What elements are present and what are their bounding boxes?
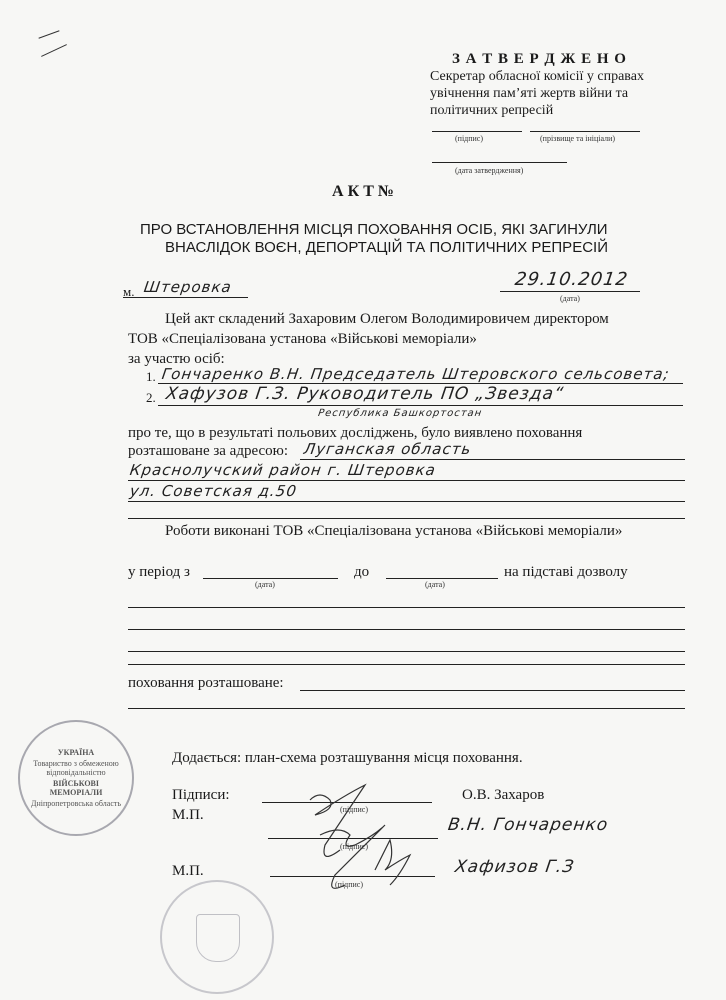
signer-name: О.В. Захаров — [462, 787, 545, 803]
place-value: Штеровка — [142, 278, 234, 296]
period-from-label: у період з — [128, 564, 190, 580]
signature-zakharov — [310, 785, 365, 856]
stamp-text: ВІЙСЬКОВІ МЕМОРІАЛИ — [49, 779, 103, 797]
place-prefix: м. — [123, 284, 135, 299]
caption: (підпис) — [335, 880, 364, 889]
address-underline — [128, 518, 685, 519]
subtitle: ПРО ВСТАНОВЛЕННЯ МІСЦЯ ПОХОВАННЯ ОСІБ, ЯКІ ЗАГИНУЛИ — [140, 221, 608, 238]
name-line — [530, 131, 640, 132]
blank-line — [128, 664, 685, 665]
caption: (дата затвердження) — [455, 166, 524, 175]
margin-mark — [38, 30, 59, 38]
date-line — [432, 162, 567, 163]
mp-label: М.П. — [172, 863, 204, 879]
paragraph: ТОВ «Спеціалізована установа «Військові меморіали» — [128, 331, 477, 347]
date-caption: (дата) — [560, 294, 580, 303]
participant-extra: Республика Башкортостан — [317, 408, 483, 419]
organization-stamp — [18, 720, 134, 836]
signer-name: Хафизов Г.З — [453, 857, 576, 877]
participant-value: Гончаренко В.Н. Председатель Штеровского сельсовета; — [160, 365, 671, 383]
signature-khafizov — [375, 840, 410, 885]
caption: (підпис) — [340, 805, 369, 814]
stamp-text-group — [30, 734, 122, 822]
address-line: Луганская область — [302, 440, 473, 458]
address-line: ул. Советская д.50 — [128, 482, 299, 500]
works-line: Роботи виконані ТОВ «Спеціалізована установа «Військові меморіали» — [165, 523, 623, 539]
address-underline — [300, 459, 685, 460]
permit-label: на підставі дозволу — [504, 564, 628, 580]
signature-goncharenko — [320, 825, 385, 888]
address-line: Краснолучский район г. Штеровка — [128, 461, 438, 479]
date-line — [500, 291, 640, 292]
participants-label: за участю осіб: — [128, 351, 225, 367]
period-to-field — [386, 578, 498, 579]
signature-line — [432, 131, 522, 132]
period-to-label: до — [354, 564, 370, 580]
caption: (дата) — [425, 580, 445, 589]
burial-label: поховання розташоване: — [128, 675, 284, 691]
subtitle: ВНАСЛІДОК ВОЄН, ДЕПОРТАЦІЙ ТА ПОЛІТИЧНИХ РЕПРЕСІЙ — [165, 239, 608, 256]
address-underline — [128, 480, 685, 481]
caption: (дата) — [255, 580, 275, 589]
approval-line: Секретар обласної комісії у справах — [430, 69, 644, 84]
signatures-label: Підписи: — [172, 787, 230, 803]
blank-line — [128, 708, 685, 709]
blank-line — [128, 607, 685, 608]
participant-line — [158, 405, 683, 406]
stamp-text: Товариство з обмеженою відповідальністю — [33, 759, 119, 777]
attachment-note: Додається: план-схема розташування місця поховання. — [172, 750, 523, 766]
caption: (підпис) — [340, 842, 369, 851]
blank-line — [128, 651, 685, 652]
paragraph: Цей акт складений Захаровим Олегом Володимировичем директором — [165, 311, 609, 327]
approval-heading: З А Т В Е Р Д Ж Е Н О — [452, 51, 627, 67]
participant-number: 2. — [146, 390, 156, 405]
date-value: 29.10.2012 — [513, 269, 630, 290]
approval-line: увічнення пам’яті жертв війни та — [430, 86, 629, 101]
participant-number: 1. — [146, 369, 156, 384]
address-underline — [128, 501, 685, 502]
period-from-field — [203, 578, 338, 579]
village-council-stamp — [160, 880, 274, 994]
signature-scribbles — [260, 770, 440, 900]
mp-label: М.П. — [172, 807, 204, 823]
stamp-text: УКРАЇНА — [57, 748, 95, 757]
signer-name: В.Н. Гончаренко — [446, 815, 610, 835]
caption: (підпис) — [455, 134, 484, 143]
margin-mark — [41, 44, 67, 57]
stamp-text: Дніпропетровська область — [30, 799, 122, 808]
paragraph: про те, що в результаті польових досліджень, було виявлено поховання — [128, 425, 583, 441]
approval-line: політичних репресій — [430, 103, 554, 118]
trident-emblem-icon — [196, 914, 240, 962]
burial-line — [300, 690, 685, 691]
place-line — [123, 297, 248, 298]
caption: (прізвище та ініціали) — [540, 134, 616, 143]
act-title: А К Т № — [332, 183, 394, 200]
blank-line — [128, 629, 685, 630]
address-label: розташоване за адресою: — [128, 443, 289, 459]
participant-value: Хафузов Г.З. Руководитель ПО „Звезда“ — [164, 384, 566, 404]
